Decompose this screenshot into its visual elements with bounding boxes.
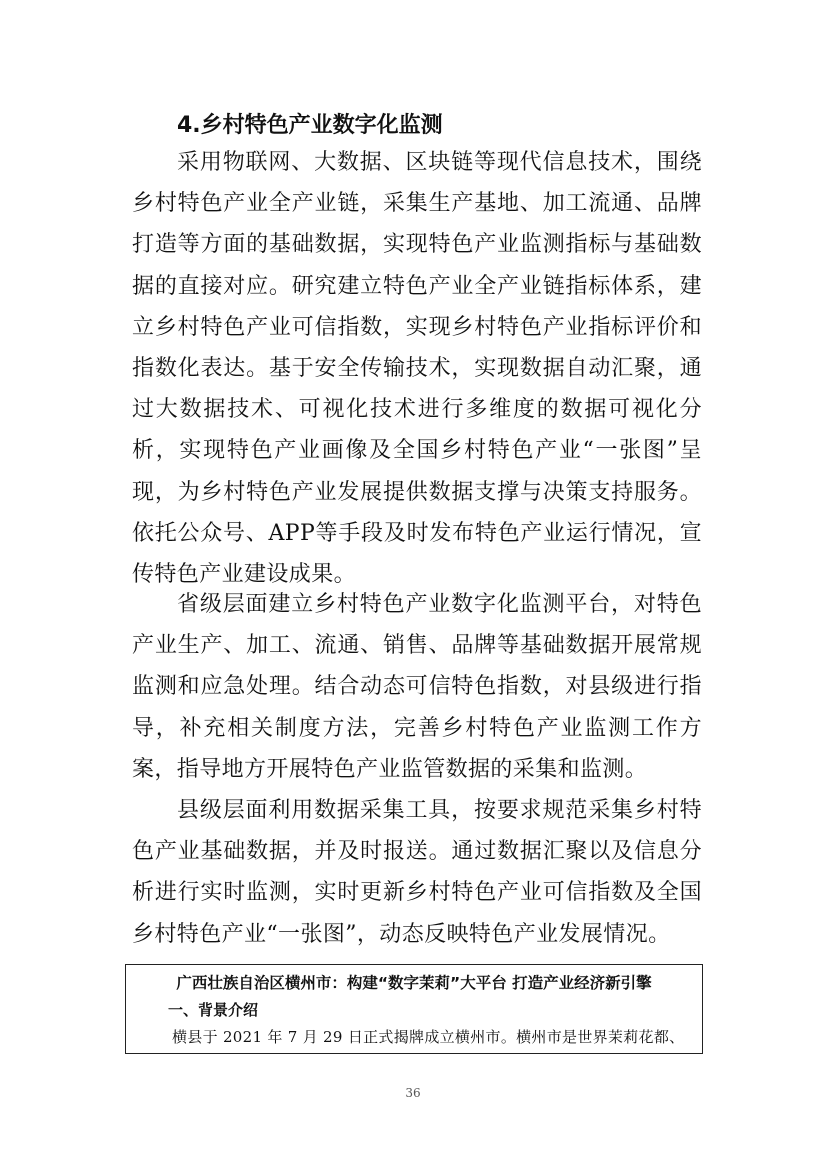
case-study-title: 广西壮族自治区横州市：构建“数字茉莉”大平台 打造产业经济新引擎 xyxy=(176,974,652,992)
case-study-subheading: 一、背景介绍 xyxy=(168,1001,259,1019)
case-study-box xyxy=(125,964,703,1054)
case-study-text: 横县于 2021 年 7 月 29 日正式揭牌成立横州市。横州市是世界茉莉花都、 xyxy=(172,1028,685,1046)
section-heading: 4.乡村特色产业数字化监测 xyxy=(177,113,443,138)
page-number: 36 xyxy=(405,1086,421,1100)
paragraph-3: 县级层面利用数据采集工具，按要求规范采集乡村特色产业基础数据，并及时报送。通过数据汇聚以及信息分析进行实时监测，实时更新乡村特色产业可信指数及全国乡村特色产业“一张图”，动态反映特色产业发展情况。 xyxy=(132,798,702,947)
paragraph-1: 采用物联网、大数据、区块链等现代信息技术，围绕乡村特色产业全产业链，采集生产基地、加工流通、品牌打造等方面的基础数据，实现特色产业监测指标与基础数据的直接对应。研究建立特色产业全产业链指标体系，建立乡村特色产业可信指数，实现乡村特色产业指标评价和指数化表达。基于安全传输技术，实现数据自动汇聚，通过大数据技术、可视化技术进行多维度的数据可视化分析，实现特色产业画像及全国乡村特色产业“一张图”呈现，为乡村特色产业发展提供数据支撑与决策支持服务。依托公众号、APP等手段及时发布特色产业运行情况，宣传特色产业建设成果。 xyxy=(132,150,702,588)
paragraph-2: 省级层面建立乡村特色产业数字化监测平台，对特色产业生产、加工、流通、销售、品牌等基础数据开展常规监测和应急处理。结合动态可信特色指数，对县级进行指导，补充相关制度方法，完善乡村特色产业监测工作方案，指导地方开展特色产业监管数据的采集和监测。 xyxy=(132,592,702,782)
